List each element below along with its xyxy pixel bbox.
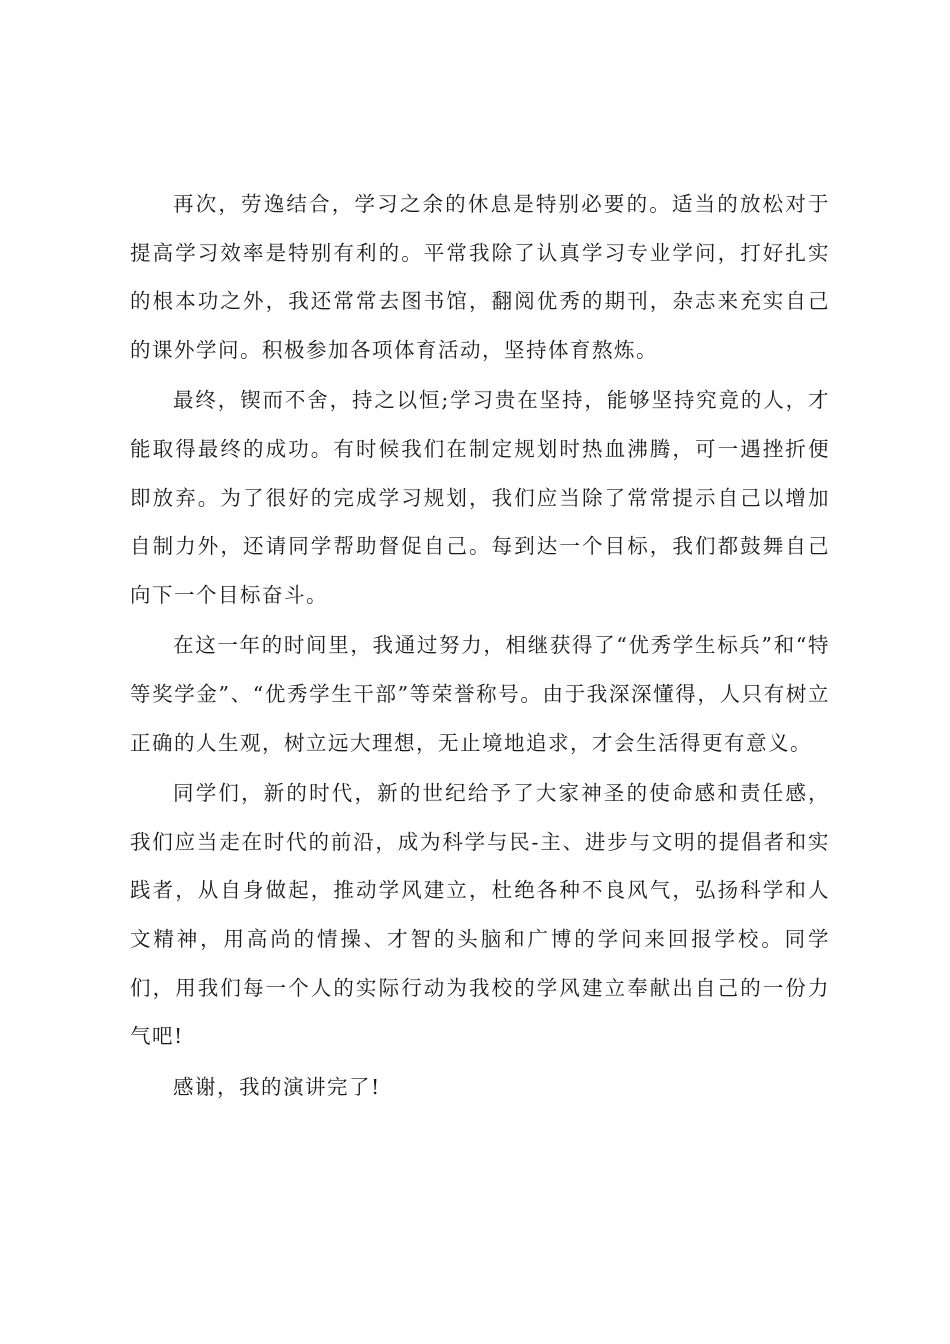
paragraph-closing: 感谢，我的演讲完了! [173,1074,381,1099]
paragraph-rest: 再次，劳逸结合，学习之余的休息是特别必要的。适当的放松对于提高学习效率是特别有利的。平常我除了认真学习专业学问，打好扎实的根本功之外，我还常常去图书馆，翻阅优秀的期刊，杂志来充实自己的课外学问。积极参加各项体育活动，坚持体育熬炼。 [130,192,830,362]
paragraph-persistence: 最终，锲而不舍，持之以恒;学习贵在坚持，能够坚持究竟的人，才能取得最终的成功。有时候我们在制定规划时热血沸腾，可一遇挫折便即放弃。为了很好的完成学习规划，我们应当除了常常提示自己以增加自制力外，还请同学帮助督促自己。每到达一个目标，我们都鼓舞自己向下一个目标奋斗。 [130,388,830,607]
paragraph-achievements: 在这一年的时间里，我通过努力，相继获得了“优秀学生标兵”和“特等奖学金”、“优秀学生干部”等荣誉称号。由于我深深懂得，人只有树立正确的人生观，树立远大理想，无止境地追求，才会生活得更有意义。 [130,633,830,755]
paragraph-call-to-action: 同学们，新的时代，新的世纪给予了大家神圣的使命感和责任感，我们应当走在时代的前沿，成为科学与民-主、进步与文明的提倡者和实践者，从自身做起，推动学风建立，杜绝各种不良风气，弘扬科学和人文精神，用高尚的情操、才智的头脑和广博的学问来回报学校。同学们，用我们每一个人的实际行动为我校的学风建立奉献出自己的一份力气吧! [130,781,830,1049]
document-page [130,180,830,1111]
